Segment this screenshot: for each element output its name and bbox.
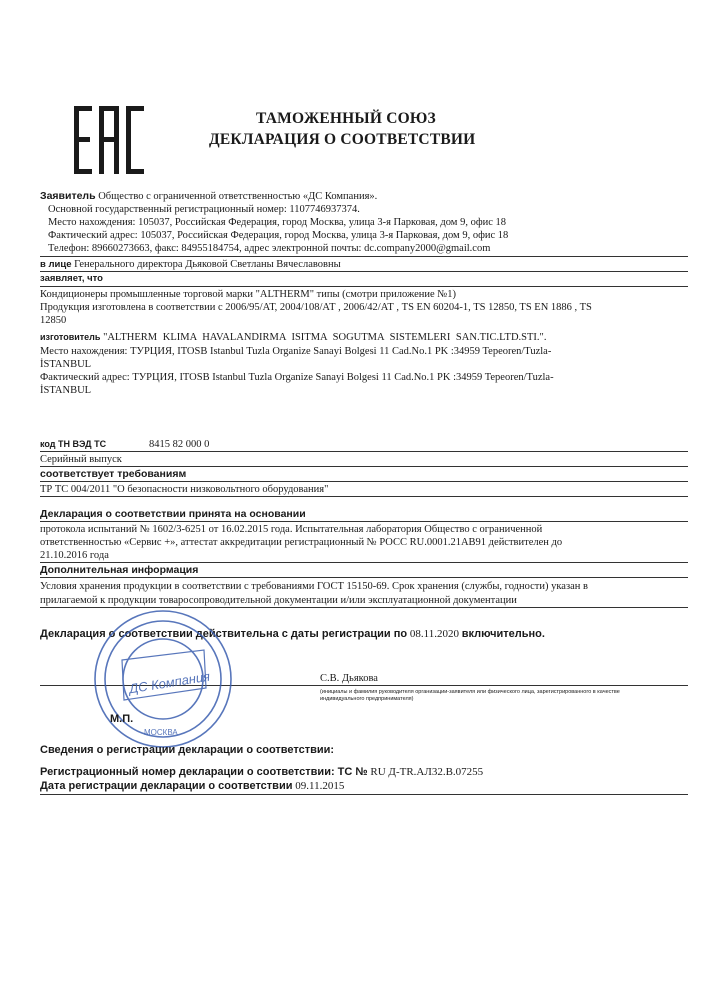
divider: [40, 496, 688, 497]
registration-heading: Сведения о регистрации декларации о соответствии:: [40, 744, 335, 756]
registration-date-line: [40, 780, 344, 792]
product-description: Кондиционеры промышленные торговой марки "ALTHERM" типы (смотри приложение №1): [40, 289, 457, 300]
divider: [40, 794, 688, 795]
registration-number-line: [40, 766, 483, 778]
basis-line-3: 21.10.2016 года: [40, 550, 109, 561]
validity-date: 08.11.2020: [409, 628, 459, 640]
registration-date-label: Дата регистрации декларации о соответствии: [40, 780, 293, 792]
stamp-company: ДС Компания: [127, 668, 211, 697]
applicant-line: [40, 190, 377, 203]
manufacturer-actual-address: Фактический адрес: ТУРЦИЯ, ITOSB Istanbul Tuzla Organize Sanayi Bolgesi 11 Cad.No.1 PK :34959 Tepeoren/Tuzla-: [40, 372, 554, 383]
applicant-name: Общество с ограниченной ответственностью «ДС Компания».: [98, 191, 378, 202]
serial-production: Серийный выпуск: [40, 454, 122, 465]
manufacturer-location-cont: İSTANBUL: [40, 359, 92, 370]
requirements-label: соответствует требованиям: [40, 468, 187, 480]
validity-text: Декларация о соответствии действительна с даты регистрации по: [40, 628, 408, 640]
divider: [40, 286, 688, 287]
stamp-city: МОСКВА: [144, 728, 178, 737]
document-title: ДЕКЛАРАЦИЯ О СООТВЕТСТВИИ: [209, 131, 476, 148]
applicant-location: Место нахождения: 105037, Российская Федерация, город Москва, улица 3-я Парковая, дом 9, офис 18: [48, 217, 507, 228]
validity-suffix: включительно.: [461, 628, 545, 640]
additional-line-2: прилагаемой к продукции товаросопроводительной документации и/или эксплуатационной документации: [40, 595, 517, 606]
registration-number-label: Регистрационный номер декларации о соответствии: ТС №: [40, 766, 368, 778]
hs-code-label: код ТН ВЭД ТС: [40, 439, 107, 449]
stamp-place-mark: М.П.: [110, 713, 134, 725]
eac-logo: [74, 106, 146, 174]
divider: [40, 481, 688, 482]
manufacturer-line: [40, 331, 546, 344]
hs-code-value: 8415 82 000 0: [149, 439, 210, 450]
signature-caption-1: (инициалы и фамилия руководителя организации-заявителя или физического лица, зарегистрированного в качестве: [320, 689, 620, 695]
manufacturer-label: изготовитель: [40, 332, 101, 342]
applicant-ogrn: Основной государственный регистрационный номер: 1107746937374.: [48, 204, 360, 215]
document-union-title: ТАМОЖЕННЫЙ СОЮЗ: [256, 110, 436, 127]
applicant-actual-address: Фактический адрес: 105037, Российская Федерация, город Москва, улица 3-я Парковая, дом 9, офис 18: [48, 230, 509, 241]
registration-date-value: 09.11.2015: [295, 780, 345, 792]
additional-line-1: Условия хранения продукции в соответствии с требованиями ГОСТ 15150-69. Срок хранения (службы, годности) указан в: [40, 581, 588, 592]
basis-line-2: ответственностью «Сервис +», аттестат аккредитации регистрационный № РОСС RU.0001.21АВ91 действителен до: [40, 537, 563, 548]
basis-label: Декларация о соответствии принята на основании: [40, 508, 306, 520]
product-standards-cont: 12850: [40, 315, 67, 326]
signature-caption-2: индивидуального предпринимателя): [320, 696, 414, 702]
representative-line: [40, 258, 341, 271]
registration-number-value: RU Д-TR.АЛ32.В.07255: [370, 766, 484, 778]
divider: [40, 466, 688, 467]
manufacturer-location: Место нахождения: ТУРЦИЯ, ITOSB Istanbul Tuzla Organize Sanayi Bolgesi 11 Cad.No.1 PK :34959 Tepeoren/Tuzla-: [40, 346, 552, 357]
divider: [40, 562, 688, 563]
company-stamp: [92, 608, 234, 750]
additional-label: Дополнительная информация: [40, 564, 199, 576]
manufacturer-name: "ALTHERM KLIMA HAVALANDIRMA ISITMA SOGUTMA SISTEMLERI SAN.TIC.LTD.STI.".: [103, 332, 547, 343]
representative-label: в лице: [40, 259, 72, 270]
applicant-label: Заявитель: [40, 190, 96, 202]
basis-line-1: протокола испытаний № 1602/3-6251 от 16.02.2015 года. Испытательная лаборатория Общество с ограниченной: [40, 524, 543, 535]
divider: [40, 577, 688, 578]
requirements-value: ТР ТС 004/2011 "О безопасности низковольтного оборудования": [40, 484, 329, 495]
manufacturer-actual-address-cont: İSTANBUL: [40, 385, 92, 396]
divider: [40, 521, 688, 522]
declares-label: заявляет, что: [40, 273, 103, 284]
divider: [40, 451, 688, 452]
signatory-name: С.В. Дьякова: [320, 673, 378, 684]
product-standards: Продукция изготовлена в соответствии с 2006/95/АТ, 2004/108/АТ , 2006/42/АТ , TS EN 60204-1, TS 12850, TS EN 1886 , TS: [40, 302, 592, 313]
divider: [40, 271, 688, 272]
divider: [40, 256, 688, 257]
representative-name: Генерального директора Дьяковой Светланы Вячеславовны: [74, 259, 341, 270]
applicant-contacts: Телефон: 89660273663, факс: 84955184754, адрес электронной почты: dc.company2000@gmail.com: [48, 243, 491, 254]
